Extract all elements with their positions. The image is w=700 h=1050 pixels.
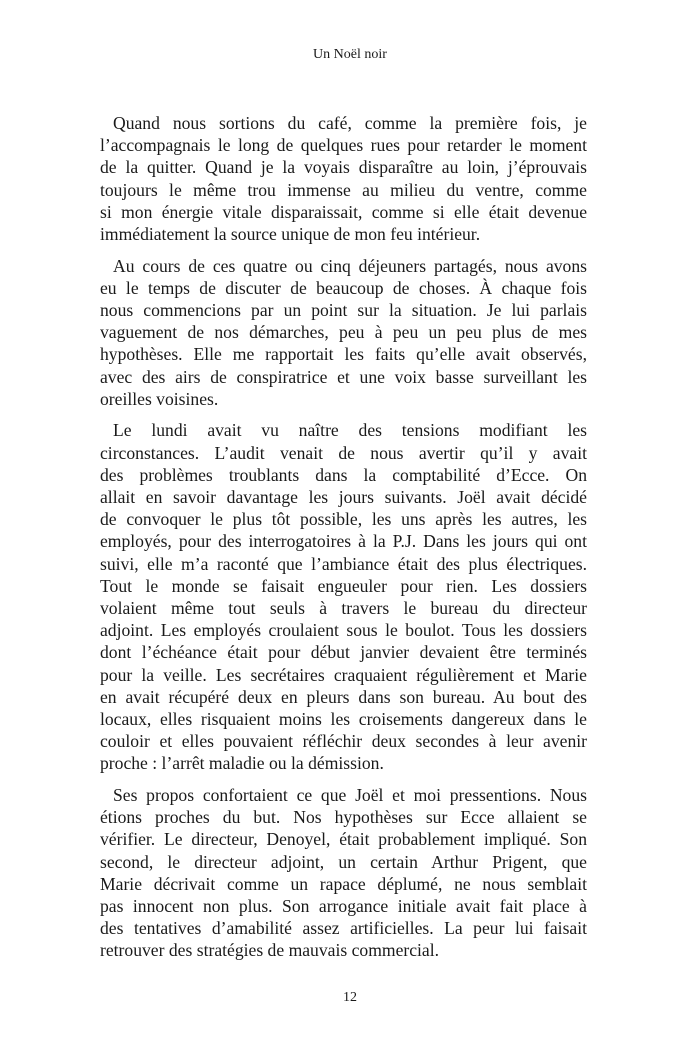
- text-line: volaient même tout seuls à travers le bureau du directeur: [100, 597, 587, 618]
- text-line: couloir et elles pouvaient réfléchir deux secondes à leur avenir: [100, 731, 587, 752]
- text-line: vérifier. Le directeur, Denoyel, était probablement impliqué. Son: [100, 829, 587, 850]
- text-line: Ses propos confortaient ce que Joël et moi pressentions. Nous: [113, 784, 587, 805]
- text-line: hypothèses. Elle me rapportait les faits qu’elle avait observés,: [100, 344, 587, 365]
- text-line: des problèmes troublants dans la comptabilité d’Ecce. On: [100, 464, 587, 485]
- text-line: Marie décrivait comme un rapace déplumé, ne nous semblait: [100, 873, 587, 894]
- paragraph: [100, 255, 587, 410]
- paragraph: [100, 419, 587, 774]
- text-line: des tentatives d’amabilité assez artificielles. La peur lui faisait: [100, 918, 587, 939]
- text-line: avec des airs de conspiratrice et une voix basse surveillant les: [100, 366, 587, 387]
- text-line: adjoint. Les employés croulaient sous le boulot. Tous les dossiers: [100, 620, 587, 641]
- text-line: pour la veille. Les secrétaires craquaient régulièrement et Marie: [100, 664, 587, 685]
- text-line: Le lundi avait vu naître des tensions modifiant les: [113, 420, 587, 441]
- text-line: oreilles voisines.: [100, 388, 219, 409]
- text-line: Au cours de ces quatre ou cinq déjeuners partagés, nous avons: [113, 255, 587, 276]
- text-line: suivi, elle m’a raconté que l’ambiance était des plus électriques.: [100, 553, 587, 574]
- text-line: de convoquer le plus tôt possible, les uns après les autres, les: [100, 509, 587, 530]
- text-line: l’accompagnais le long de quelques rues pour retarder le moment: [100, 135, 587, 156]
- text-line: eu le temps de discuter de beaucoup de choses. À chaque fois: [100, 277, 587, 298]
- text-line: dont l’échéance était pour début janvier devaient être terminés: [100, 642, 587, 663]
- text-line: retrouver des stratégies de mauvais commercial.: [100, 940, 440, 961]
- text-line: vaguement de nos démarches, peu à peu un peu plus de mes: [100, 322, 587, 343]
- text-line: circonstances. L’audit venait de nous avertir qu’il y avait: [100, 442, 587, 463]
- text-line: en avait récupéré deux en pleurs dans son bureau. Au bout des: [100, 686, 587, 707]
- paragraph: [100, 112, 587, 245]
- text-line: Quand nous sortions du café, comme la première fois, je: [113, 113, 587, 133]
- text-line: pas innocent non plus. Son arrogance initiale avait fait place à: [100, 895, 587, 916]
- paragraph: [100, 784, 587, 962]
- text-line: proche : l’arrêt maladie ou la démission.: [100, 753, 384, 774]
- text-line: toujours le même trou immense au milieu du ventre, comme: [100, 179, 587, 200]
- page-number: 12: [343, 990, 357, 1005]
- text-line: si mon énergie vitale disparaissait, comme si elle était devenue: [100, 201, 587, 222]
- text-line: locaux, elles risquaient moins les croisements dangereux dans le: [100, 708, 587, 729]
- text-line: étions proches du but. Nos hypothèses sur Ecce allaient se: [100, 807, 587, 828]
- body-text: [100, 112, 587, 971]
- text-line: immédiatement la source unique de mon feu intérieur.: [100, 223, 481, 244]
- text-line: employés, pour des interrogatoires à la P.J. Dans les jours qui ont: [100, 531, 587, 552]
- text-line: allait en savoir davantage les jours suivants. Joël avait décidé: [100, 487, 587, 507]
- text-line: second, le directeur adjoint, un certain Arthur Prigent, que: [100, 851, 587, 872]
- text-line: Tout le monde se faisait engueuler pour rien. Les dossiers: [100, 575, 587, 596]
- text-line: de la quitter. Quand je la voyais disparaître au loin, j’éprouvais: [100, 157, 587, 178]
- text-line: nous commencions par un point sur la situation. Je lui parlais: [100, 300, 587, 320]
- running-header: Un Noël noir: [313, 47, 387, 62]
